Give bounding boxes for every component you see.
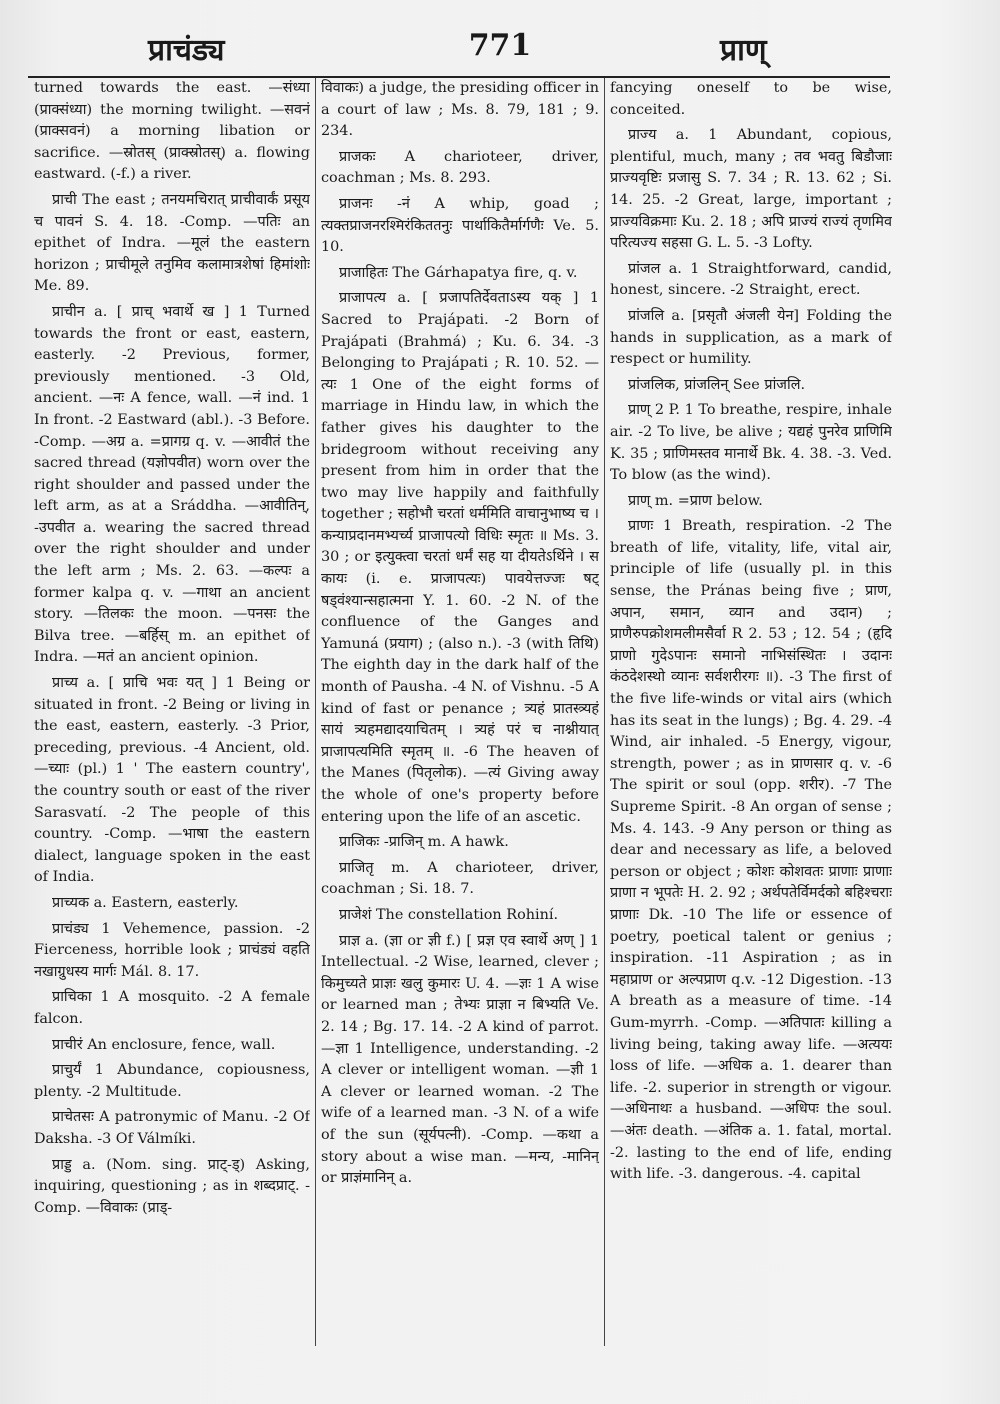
dictionary-entry: प्राण् m. =प्राण below. [628,492,763,509]
dictionary-entry: प्रांजल a. 1 Straightforward, candid, honest, sincere. -2 Straight, erect. [610,260,892,299]
dictionary-entry: प्राज्ञ a. (ज्ञा or ज्ञी f.) [ प्रज्ञ एव स्वार्थे अण् ] 1 Intellectual. -2 Wise, learned, clever ; किमुच्यते प्राज्ञः खलु कुमारः U. 4. —ज्ञः 1 A wise or learned man ; तेभ्यः प्राज्ञा न बिभ्यति Ve. 2. 14 ; Bg. 17. 14. -2 A kind of parrot. —ज्ञा 1 Intelligence, understanding. -2 A clever or intelligent woman. —ज्ञी 1 A clever or learned woman. -2 The wife of a learned man. -3 N. of a wife of the sun (सूर्यपत्नी). -Comp. —कथा a story about a wise man. —मन्य, -मानिन् or प्राज्ञंमानिन् a. [321,932,599,1187]
page-number: 771 [468,28,532,63]
dictionary-entry: प्राड्ड a. (Nom. sing. प्राट्-ड्) Asking, inquiring, questioning ; as in शब्दप्राट्. -Comp. —विवाकः (प्राड्- [34,1156,310,1216]
dictionary-entry: turned towards the east. —संध्या (प्राक्संध्या) the morning twilight. —सवनं (प्राक्सवनं) a morning libation or sacrifice. —स्रोतस् (प्राक्स्रोतस्) a. flowing eastward. (-f.) a river. [34,80,310,183]
dictionary-entry: प्राजनः -नं A whip, goad ; त्यक्तप्राजनरश्मिरंकिततनुः पार्थाकितैर्मार्गणैः Ve. 5. 10. [321,195,599,256]
dictionary-entry: fancying oneself to be wise, conceited. [610,80,892,118]
column-3 [610,78,892,1348]
dictionary-entry: प्राजितृ m. A charioteer, driver, coachman ; Si. 18. 7. [321,859,599,898]
dictionary-entry: प्राजाहितः The Gárhapatya fire, q. v. [339,264,578,281]
dictionary-entry: प्राण् 2 P. 1 To breathe, respire, inhale air. -2 To live, be alive ; यद्यहं पुनरेव प्राणिमि K. 35 ; प्राणिमस्तव मानार्थे Bk. 4. 38. -3. Ved. To blow (as the wind). [610,402,892,484]
dictionary-entry: प्राचंड्य 1 Vehemence, passion. -2 Fierceness, horrible look ; प्राचंड्यं वहति नखाग्रुधस्य मार्गः Mál. 8. 17. [34,920,310,980]
column-divider [315,78,316,1346]
dictionary-entry: प्रांजलिक, प्रांजलिन् See प्रांजलि. [628,376,806,393]
dictionary-entry: प्राज्य a. 1 Abundant, copious, plentiful, much, many ; तव भवतु बिडौजाः प्राज्यवृष्टिः प्रजासु S. 7. 34 ; R. 13. 62 ; Si. 14. 25. -2 Great, large, important ; प्राज्यविक्रमाः Ku. 2. 18 ; अपि प्राज्यं राज्यं तृणमिव परित्यज्य सहसा G. L. 5. -3 Lofty. [610,127,892,252]
dictionary-entry: विवाकः) a judge, the presiding officer in a court of law ; Ms. 8. 79, 181 ; 9. 234. [321,80,599,140]
dictionary-entry: प्राणः 1 Breath, respiration. -2 The breath of life, vitality, life, vital air, principle of life (usually pl. in this sense, the Pránas being five ; प्राण, अपान, समान, व्यान and उदान) ; प्राणैरुपक्रोशमलीमसैर्वा R 2. 53 ; 12. 54 ; (हृदि प्राणो गुदेऽपानः समानो नाभिसंस्थितः । उदानः कंठदेशस्थो व्यानः सर्वशरीरगः ॥). -3 The first of the five life-winds or vital airs (which has its seat in the lungs) ; Bg. 4. 29. -4 Wind, air inhaled. -5 Energy, vigour, strength, power ; as in प्राणसार q. v. -6 The spirit or soul (opp. शरीर). -7 The Supreme Spirit. -8 An organ of sense ; Ms. 4. 143. -9 Any person or thing as dear and necessary as life, a beloved person or object ; कोशः कोशवतः प्राणाः प्राणाः प्राणा न भूपतेः H. 2. 92 ; अर्थपतेर्विमर्दको बहिश्चराः प्राणाः Dk. -10 The life or essence of poetry, poetical talent or genius ; inspiration. -11 Aspiration ; as in महाप्राण or अल्पप्राण q.v. -12 Digestion. -13 A breath as a measure of time. -14 Gum-myrrh. -Comp. —अतिपातः killing a living being, taking away life. —अत्ययः loss of life. —अधिक a. 1. dearer than life. -2. superior in strength or vigour. —अधिनाथः a husband. —अधिपः the soul. —अंतः death. —अंतिक a. 1. fatal, mortal. -2. lasting to the end of life, ending with life. -3. dangerous. -4. capital [610,518,892,1183]
dictionary-entry: प्रांजलि a. [प्रसृतौ अंजली येन] Folding the hands in supplication, as a mark of respect or humility. [610,307,892,368]
dictionary-entry: प्राची The east ; तनयमचिरात् प्राचीवार्कं प्रसूय च पावनं S. 4. 18. -Comp. —पतिः an epithet of Indra. —मूलं the eastern horizon ; प्राचीमूले तनुमिव कलामात्रशेषां हिमांशोः Me. 89. [34,191,310,295]
header-right-guide-word: प्राण् [720,33,767,68]
dictionary-entry: प्राचीन a. [ प्राच् भवार्थे ख ] 1 Turned towards the front or east, eastern, easterly. -2 Previous, former, previously mentioned. -3 Old, ancient. —नः A fence, wall. —नं ind. 1 In front. -2 Eastward (abl.). -3 Before. -Comp. —अग्र a. =प्रागग्र q. v. —आवीतं the sacred thread (यज्ञोपवीत) worn over the right shoulder and passed under the left arm, as at a Sráddha. —आवीतिन्, -उपवीत a. wearing the sacred thread over the right shoulder and under the left arm ; Ms. 2. 63. —कल्पः a former kalpa q. v. —गाथा an ancient story. —तिलकः the moon. —पनसः the Bilva tree. —बर्हिस् m. an epithet of Indra. —मतं an ancient opinion. [34,303,310,666]
dictionary-entry: प्राचीरं An enclosure, fence, wall. [52,1036,276,1053]
column-1 [34,78,310,1348]
column-divider [604,78,605,1346]
dictionary-entry: प्राजकः A charioteer, driver, coachman ; Ms. 8. 293. [321,148,599,187]
dictionary-entry: प्राचेतसः A patronymic of Manu. -2 Of Daksha. -3 Of Válmíki. [34,1109,310,1147]
page-header [30,22,970,70]
dictionary-entry: प्राचुर्यं 1 Abundance, copiousness, plenty. -2 Multitude. [34,1062,310,1100]
dictionary-entry: प्राच्यक a. Eastern, easterly. [52,894,239,911]
dictionary-entry: प्राजेशं The constellation Rohiní. [339,906,559,923]
dictionary-entry: प्राचिका 1 A mosquito. -2 A female falcon. [34,989,310,1027]
header-left-guide-word: प्राचंड्य [148,33,225,68]
column-2 [321,78,599,1348]
dictionary-entry: प्राजिकः -प्राजिन् m. A hawk. [339,834,509,851]
dictionary-entry: प्राच्य a. [ प्राचि भवः यत् ] 1 Being or situated in front. -2 Being or living in the east, eastern, easterly. -3 Prior, preceding, previous. -4 Ancient, old. —च्याः (pl.) 1 ' The eastern country', the country south or east of the river Sarasvatí. -2 The people of this country. -Comp. —भाषा the eastern dialect, language spoken in the east of India. [34,675,310,886]
dictionary-entry: प्राजापत्य a. [ प्रजापतिर्देवताऽस्य यक् ] 1 Sacred to Prajápati. -2 Born of Prajápati (Brahmá) ; Ku. 6. 34. -3 Belonging to Prajápati ; R. 10. 52. —त्यः 1 One of the eight forms of marriage in Hindu law, in which the father gives his daughter to the bridegroom without receiving any present from him in order that the two may live happily and faithfully together ; सहोभौ चरतां धर्ममिति वाचानुभाष्य च । कन्याप्रदानमभ्यर्च्य प्राजापत्यो विधिः स्मृतः ॥ Ms. 3. 30 ; or इत्युक्त्वा चरतां धर्मं सह या दीयतेऽर्थिने । स कायः (i. e. प्राजापत्यः) पावयेत्तज्जः षट् षड्वंश्यान्सहात्मना Y. 1. 60. -2 N. of the confluence of the Ganges and Yamuná (प्रयाग) ; (also n.). -3 (with तिथि) The eighth day in the dark half of the month of Pausha. -4 N. of Vishnu. -5 A kind of fast or penance ; त्र्यहं प्रातस्त्र्यहं सायं त्र्यहमद्यादयाचितम् । त्र्यहं परं च नाश्नीयात् प्राजापत्यमिति स्मृतम् ॥. -6 The heaven of the Manes (पितृलोक). —त्यं Giving away the whole of one's property before entering upon the life of an ascetic. [321,290,599,825]
